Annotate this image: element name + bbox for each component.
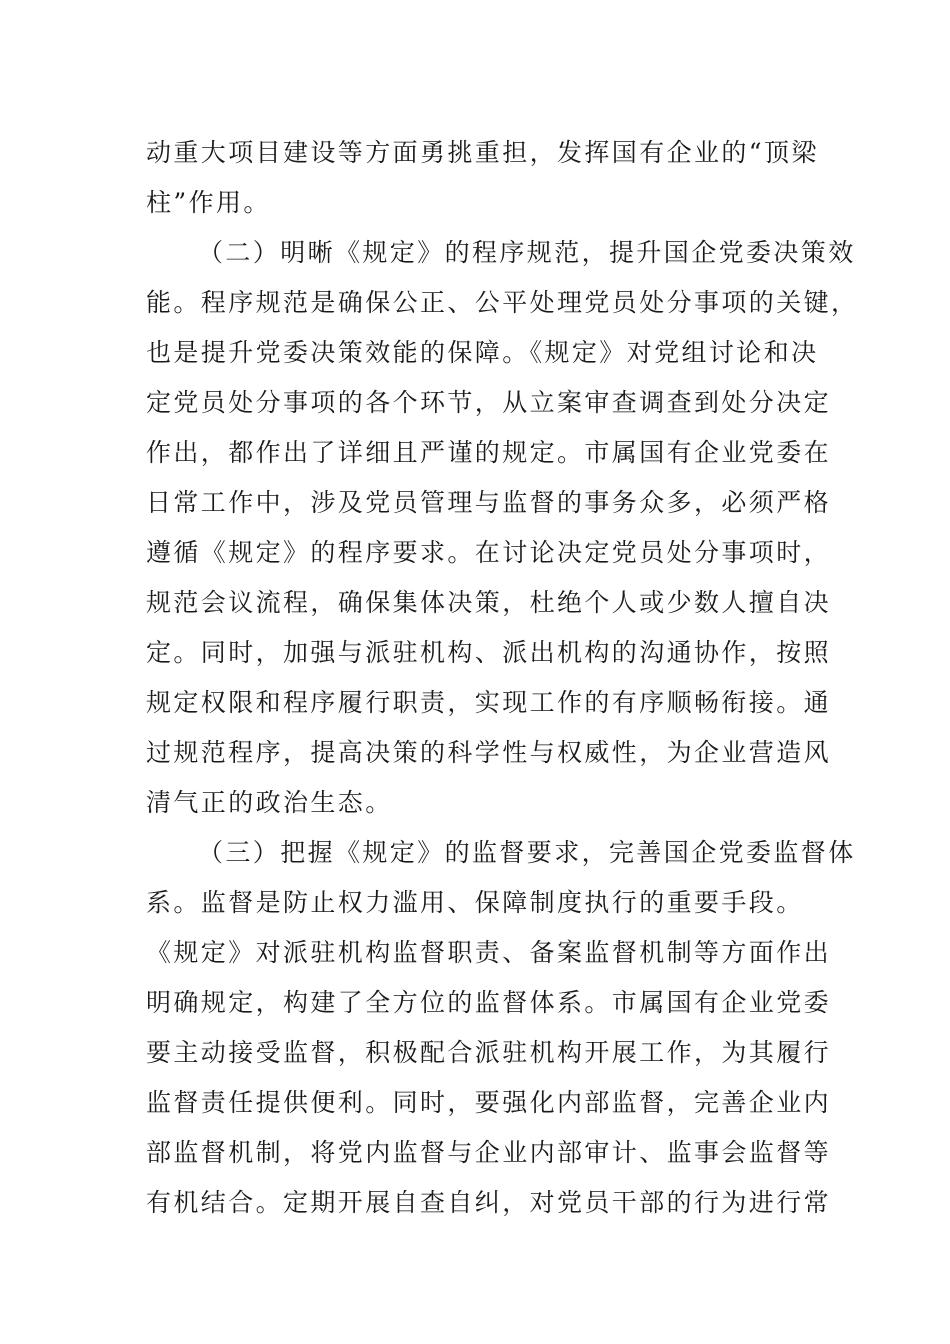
- text-line: 定。同时，加强与派驻机构、派出机构的沟通协作，按照: [146, 638, 832, 667]
- text-line: 规范会议流程，确保集体决策，杜绝个人或少数人擅自决: [146, 588, 832, 617]
- text-line: 监督责任提供便利。同时，要强化内部监督，完善企业内: [146, 1088, 832, 1117]
- document-body: [146, 128, 859, 1228]
- text-line: 日常工作中，涉及党员管理与监督的事务众多，必须严格: [146, 488, 832, 517]
- text-line: 作出，都作出了详细且严谨的规定。市属国有企业党委在: [146, 438, 832, 467]
- text-line: 定党员处分事项的各个环节，从立案审查调查到处分决定: [146, 388, 832, 417]
- text-line: 《规定》对派驻机构监督职责、备案监督机制等方面作出: [146, 938, 832, 967]
- text-line: 要主动接受监督，积极配合派驻机构开展工作，为其履行: [146, 1038, 832, 1067]
- text-line: 动重大项目建设等方面勇挑重担，发挥国有企业的“顶梁: [146, 138, 819, 167]
- text-line: 能。程序规范是确保公正、公平处理党员处分事项的关键，: [146, 288, 859, 317]
- section-heading-line: （二）明晰《规定》的程序规范，提升国企党委决策效: [198, 238, 856, 267]
- text-line: 清气正的政治生态。: [146, 788, 393, 817]
- text-line: 系。监督是防止权力滥用、保障制度执行的重要手段。: [146, 888, 804, 917]
- text-line: 部监督机制，将党内监督与企业内部审计、监事会监督等: [146, 1138, 832, 1167]
- text-line: 规定权限和程序履行职责，实现工作的有序顺畅衔接。通: [146, 688, 832, 717]
- section-heading-line: （三）把握《规定》的监督要求，完善国企党委监督体: [198, 838, 856, 867]
- text-line: 也是提升党委决策效能的保障。《规定》对党组讨论和决: [146, 338, 819, 367]
- text-line: 遵循《规定》的程序要求。在讨论决定党员处分事项时，: [146, 538, 832, 567]
- text-line: 柱”作用。: [146, 188, 271, 217]
- text-line: 明确规定，构建了全方位的监督体系。市属国有企业党委: [146, 988, 832, 1017]
- text-line: 有机结合。定期开展自查自纠，对党员干部的行为进行常: [146, 1188, 832, 1217]
- text-line: 过规范程序，提高决策的科学性与权威性，为企业营造风: [146, 738, 832, 767]
